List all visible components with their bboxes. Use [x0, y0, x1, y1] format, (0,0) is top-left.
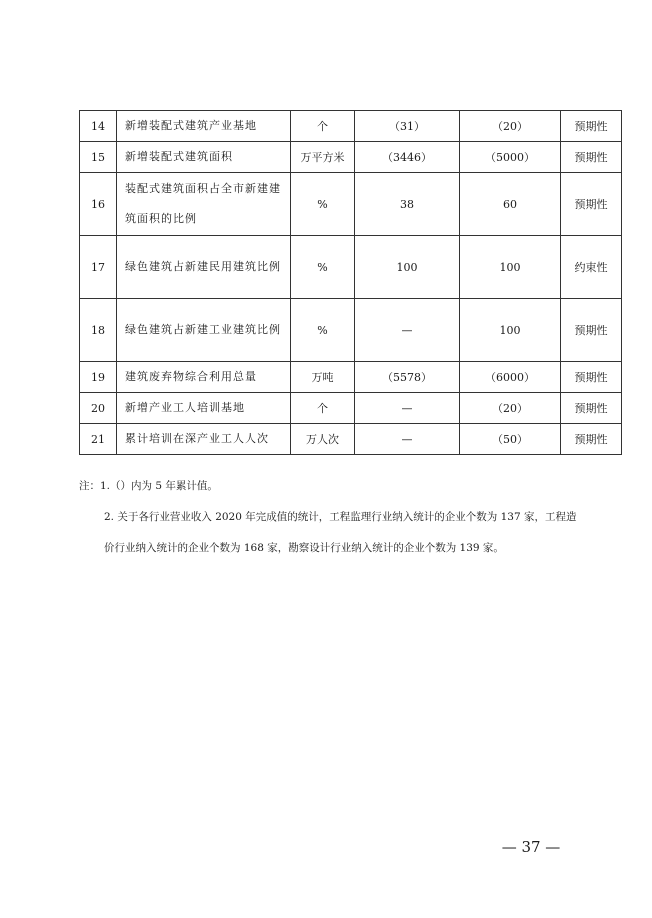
note-line-3: 价行业纳入统计的企业个数为 168 家，勘察设计行业纳入统计的企业个数为 139 家。: [104, 542, 504, 554]
table-row: [80, 236, 622, 299]
indicator-name-cell: 建筑废弃物综合利用总量: [117, 362, 291, 393]
attribute-cell: 预期性: [561, 142, 622, 173]
row-number-cell: 17: [80, 236, 117, 299]
indicator-name-cell: 新增产业工人培训基地: [117, 393, 291, 424]
row-number-cell: 20: [80, 393, 117, 424]
indicator-name-cell: 新增装配式建筑面积: [117, 142, 291, 173]
row-number-cell: 19: [80, 362, 117, 393]
value-2020-cell: —: [355, 299, 460, 362]
indicator-name-cell: 累计培训在深产业工人人次: [117, 424, 291, 455]
unit-cell: 万平方米: [291, 142, 355, 173]
value-2020-cell: （31）: [355, 111, 460, 142]
indicator-name-cell: 装配式建筑面积占全市新建建筑面积的比例: [117, 173, 291, 236]
indicator-table-body: [80, 111, 622, 455]
row-number-cell: 16: [80, 173, 117, 236]
value-2025-cell: 100: [460, 299, 561, 362]
value-2025-cell: （20）: [460, 393, 561, 424]
row-number-cell: 14: [80, 111, 117, 142]
unit-cell: 万吨: [291, 362, 355, 393]
table-row: [80, 111, 622, 142]
attribute-cell: 预期性: [561, 299, 622, 362]
value-2025-cell: （5000）: [460, 142, 561, 173]
row-number-cell: 21: [80, 424, 117, 455]
unit-cell: %: [291, 299, 355, 362]
table-row: [80, 362, 622, 393]
value-2025-cell: 100: [460, 236, 561, 299]
attribute-cell: 预期性: [561, 393, 622, 424]
value-2020-cell: —: [355, 393, 460, 424]
table-row: [80, 299, 622, 362]
indicator-table: [79, 110, 622, 455]
value-2025-cell: （50）: [460, 424, 561, 455]
indicator-name-cell: 绿色建筑占新建工业建筑比例: [117, 299, 291, 362]
attribute-cell: 预期性: [561, 424, 622, 455]
table-row: [80, 424, 622, 455]
attribute-cell: 预期性: [561, 173, 622, 236]
unit-cell: 万人次: [291, 424, 355, 455]
value-2020-cell: —: [355, 424, 460, 455]
note-line-2: 2. 关于各行业营业收入 2020 年完成值的统计，工程监理行业纳入统计的企业个数为 137 家，工程造: [104, 511, 577, 523]
attribute-cell: 预期性: [561, 111, 622, 142]
value-2025-cell: （20）: [460, 111, 561, 142]
attribute-cell: 预期性: [561, 362, 622, 393]
row-number-cell: 15: [80, 142, 117, 173]
table-row: [80, 142, 622, 173]
value-2020-cell: （3446）: [355, 142, 460, 173]
indicator-name-cell: 绿色建筑占新建民用建筑比例: [117, 236, 291, 299]
value-2020-cell: （5578）: [355, 362, 460, 393]
note-line-1: 注：1.（）内为 5 年累计值。: [79, 480, 218, 492]
value-2020-cell: 38: [355, 173, 460, 236]
unit-cell: 个: [291, 111, 355, 142]
indicator-name-cell: 新增装配式建筑产业基地: [117, 111, 291, 142]
unit-cell: %: [291, 236, 355, 299]
value-2020-cell: 100: [355, 236, 460, 299]
value-2025-cell: （6000）: [460, 362, 561, 393]
row-number-cell: 18: [80, 299, 117, 362]
table-row: [80, 173, 622, 236]
table-row: [80, 393, 622, 424]
unit-cell: 个: [291, 393, 355, 424]
value-2025-cell: 60: [460, 173, 561, 236]
attribute-cell: 约束性: [561, 236, 622, 299]
page-number: — 37 —: [501, 838, 561, 856]
unit-cell: %: [291, 173, 355, 236]
